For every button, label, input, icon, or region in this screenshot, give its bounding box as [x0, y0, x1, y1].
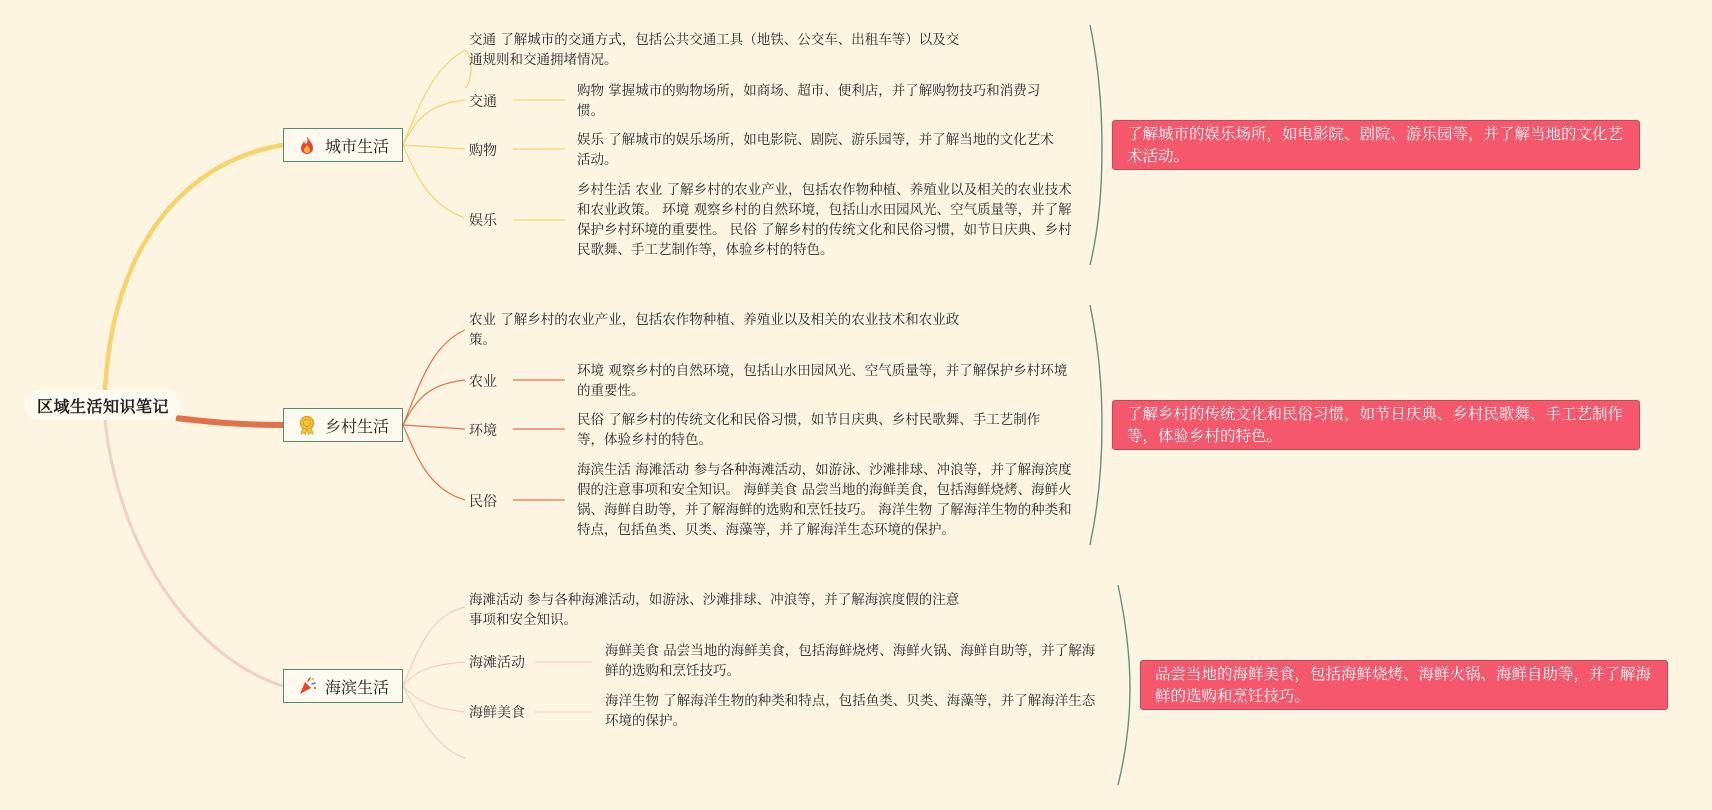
connector-country-item-2	[403, 425, 465, 429]
branch-city-label: 城市生活	[324, 136, 389, 156]
award-medal-icon	[297, 415, 317, 435]
seaside-item-text: 海鲜美食 品尝当地的海鲜美食，包括海鲜烧烤、海鲜火锅、海鲜自助等，并了解海鲜的选购和烹饪技巧。	[605, 643, 1096, 679]
city-item-label[interactable]: 交通	[469, 94, 497, 110]
country-summary-callout[interactable]: 了解乡村的传统文化和民俗习惯，如节日庆典、乡村民歌舞、手工艺制作等，体验乡村的特色。	[1112, 400, 1640, 450]
branch-seaside-life[interactable]	[283, 669, 403, 703]
country-item-text: 环境 观察乡村的自然环境，包括山水田园风光、空气质量等，并了解保护乡村环境的重要性。	[577, 363, 1068, 399]
bracket-city	[1090, 25, 1102, 265]
country-item-text: 海滨生活 海滩活动 参与各种海滩活动，如游泳、沙滩排球、冲浪等，并了解海滨度假的注意事项和安全知识。 海鲜美食 品尝当地的海鲜美食，包括海鲜烧烤、海鲜火锅、海鲜自助等，并了解海鲜的选购和烹饪技巧。 海洋生物 了解海洋生物的种类和特点，包括鱼类、贝类、海藻等，并了解海洋生态环境的保护。	[577, 462, 1072, 538]
city-item-text: 购物 掌握城市的购物场所，如商场、超市、便利店，并了解购物技巧和消费习惯。	[577, 83, 1041, 119]
country-item-label[interactable]: 环境	[469, 423, 497, 439]
city-summary-callout[interactable]: 了解城市的娱乐场所，如电影院、剧院、游乐园等，并了解当地的文化艺术活动。	[1112, 120, 1640, 170]
connector-city-note	[403, 50, 465, 145]
country-item-label[interactable]: 民俗	[469, 494, 497, 510]
country-item-label[interactable]: 农业	[469, 374, 497, 390]
bracket-country	[1090, 305, 1102, 545]
city-item-label[interactable]: 购物	[469, 143, 497, 159]
city-item-label[interactable]: 娱乐	[469, 213, 497, 229]
connector-root-city	[105, 145, 283, 392]
party-popper-icon	[297, 676, 317, 696]
connector-country-item-3	[403, 425, 465, 500]
connector-seaside-item-1	[403, 662, 465, 686]
bracket-seaside	[1118, 585, 1130, 785]
seaside-summary-callout[interactable]: 品尝当地的海鲜美食，包括海鲜烧烤、海鲜火锅、海鲜自助等，并了解海鲜的选购和烹饪技巧。	[1140, 660, 1668, 710]
branch-city-life[interactable]	[283, 128, 403, 162]
connector-country-note	[403, 330, 465, 425]
connector-city-item-3	[403, 145, 465, 218]
root-topic[interactable]: 区域生活知识笔记	[25, 390, 181, 420]
seaside-item-label[interactable]: 海滩活动	[469, 655, 525, 671]
city-item-text: 乡村生活 农业 了解乡村的农业产业，包括农作物种植、养殖业以及相关的农业技术和农业政策。 环境 观察乡村的自然环境，包括山水田园风光、空气质量等，并了解保护乡村环境的重要性。 民俗 了解乡村的传统文化和民俗习惯，如节日庆典、乡村民歌舞、手工艺制作等，体验乡村的特色。	[577, 182, 1072, 258]
connector-city-item-2	[403, 145, 465, 149]
seaside-item-label[interactable]: 海鲜美食	[469, 705, 525, 721]
branch-country-life[interactable]	[283, 408, 403, 442]
country-note: 农业 了解乡村的农业产业，包括农作物种植、养殖业以及相关的农业技术和农业政策。	[469, 312, 960, 348]
city-note: 交通 了解城市的交通方式，包括公共交通工具（地铁、公交车、出租车等）以及交通规则和交通拥堵情况。	[469, 32, 960, 68]
connector-seaside-item-2	[403, 686, 465, 712]
fire-icon	[297, 135, 317, 155]
branch-country-label: 乡村生活	[324, 416, 389, 436]
branch-seaside-label: 海滨生活	[324, 677, 389, 697]
connector-root-country	[176, 418, 283, 425]
connector-seaside-note	[403, 607, 465, 686]
seaside-item-text: 海洋生物 了解海洋生物的种类和特点，包括鱼类、贝类、海藻等，并了解海洋生态环境的保护。	[605, 693, 1096, 729]
connector-root-seaside	[105, 420, 283, 686]
connector-seaside-extra	[403, 686, 465, 758]
country-item-text: 民俗 了解乡村的传统文化和民俗习惯，如节日庆典、乡村民歌舞、手工艺制作等，体验乡村的特色。	[577, 412, 1041, 448]
seaside-note: 海滩活动 参与各种海滩活动，如游泳、沙滩排球、冲浪等，并了解海滨度假的注意事项和安全知识。	[469, 592, 960, 628]
city-item-text: 娱乐 了解城市的娱乐场所，如电影院、剧院、游乐园等，并了解当地的文化艺术活动。	[577, 132, 1054, 168]
